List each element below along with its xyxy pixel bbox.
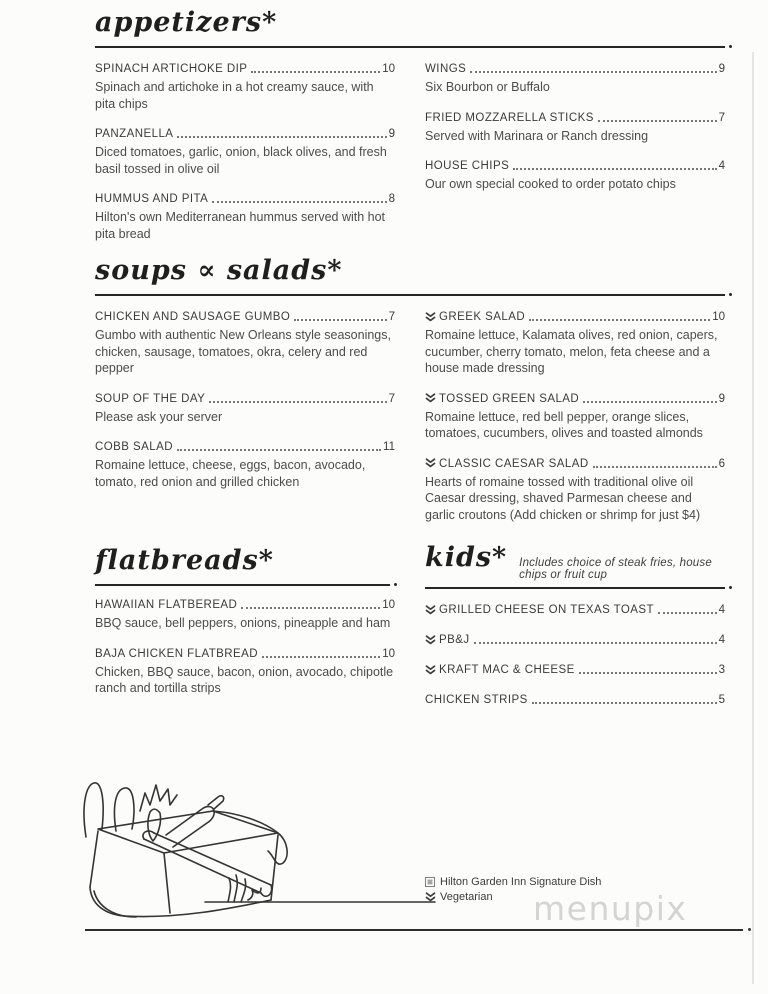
- vegetarian-icon: [425, 393, 436, 404]
- item-name: BAJA CHICKEN FLATBREAD: [95, 647, 259, 660]
- menu-item-row: [425, 159, 725, 173]
- item-price: 9: [718, 392, 725, 405]
- bottom-rule: [85, 929, 743, 931]
- section-soups-salads: [95, 254, 725, 538]
- item-description: Our own special cooked to order potato chips: [425, 177, 676, 191]
- section-kids: [425, 541, 725, 723]
- item-name: HOUSE CHIPS: [425, 160, 510, 172]
- dot-leader: [294, 319, 386, 321]
- item-name: COBB SALAD: [95, 441, 173, 453]
- item-price: 9: [718, 63, 725, 75]
- item-price: 5: [718, 694, 725, 706]
- menu-item-row: [425, 663, 725, 677]
- menu-item-row: [95, 392, 395, 406]
- signature-dish-label: Hilton Garden Inn Signature Dish: [440, 876, 602, 888]
- item-name: SOUP OF THE DAY: [95, 392, 206, 405]
- menu-item-row: [95, 192, 395, 206]
- item-price: 10: [382, 63, 395, 75]
- item-price: 10: [382, 647, 395, 660]
- menu-item: [425, 693, 725, 707]
- dot-leader: [474, 642, 717, 644]
- appetizers-left-column: [95, 62, 395, 257]
- salads-right-column: [425, 310, 725, 538]
- menu-item: [425, 457, 725, 524]
- item-description: Gumbo with authentic New Orleans style seasonings, chicken, sausage, tomatoes, okra, celery and red pepper: [95, 328, 391, 375]
- menu-item-row: [425, 603, 725, 617]
- item-price: 10: [382, 599, 395, 611]
- dot-leader: [177, 136, 386, 138]
- section-rule: [425, 587, 725, 589]
- item-description: Diced tomatoes, garlic, onion, black olives, and fresh basil tossed in olive oil: [95, 145, 387, 176]
- dot-leader: [513, 168, 716, 170]
- menu-item-row: [95, 440, 395, 454]
- vegetarian-icon: [425, 605, 436, 616]
- menu-item-row: [425, 392, 725, 406]
- item-description: Chicken, BBQ sauce, bacon, onion, avocado, chipotle ranch and tortilla strips: [95, 664, 394, 695]
- item-price: 4: [718, 634, 725, 646]
- item-name: SPINACH ARTICHOKE DIP: [95, 63, 248, 75]
- item-price: 9: [388, 128, 395, 140]
- item-name: WINGS: [425, 63, 467, 75]
- item-description: Romaine lettuce, Kalamata olives, red onion, capers, cucumber, cherry tomato, melon, feta cheese and a house made dressing: [425, 328, 718, 375]
- dot-leader: [470, 71, 716, 73]
- menu-item: [425, 310, 725, 377]
- dot-leader: [583, 401, 716, 403]
- item-name: PB&J: [439, 634, 470, 646]
- item-price: 4: [718, 604, 725, 616]
- dot-leader: [532, 702, 717, 704]
- item-price: 3: [718, 664, 725, 676]
- menu-item-row: [425, 310, 725, 324]
- dot-leader: [579, 672, 717, 674]
- item-description: Spinach and artichoke in a hot creamy sauce, with pita chips: [95, 80, 374, 111]
- section-flatbreads: [95, 544, 395, 712]
- item-name: CHICKEN AND SAUSAGE GUMBO: [95, 311, 291, 323]
- menu-item-row: [425, 62, 725, 76]
- signature-dish-icon: [425, 877, 435, 887]
- menu-item: [425, 392, 725, 442]
- vegetarian-icon: [425, 312, 436, 323]
- item-description: Hilton's own Mediterranean hummus served with hot pita bread: [95, 210, 386, 241]
- menu-item-row: [95, 62, 395, 76]
- item-price: 11: [383, 441, 395, 453]
- vegetarian-icon: [425, 458, 436, 469]
- menu-item-row: [425, 457, 725, 471]
- menu-item-row: [95, 647, 395, 661]
- menu-item: [425, 159, 725, 193]
- item-name: FRIED MOZZARELLA STICKS: [425, 111, 594, 124]
- menu-item-row: [95, 310, 395, 324]
- section-appetizers: [95, 6, 725, 257]
- section-title-appetizers: appetizers*: [95, 7, 278, 38]
- item-price: 6: [718, 457, 725, 470]
- menu-item: [425, 62, 725, 96]
- menu-item: [425, 633, 725, 647]
- flatbreads-column: [95, 598, 395, 712]
- item-name: TOSSED GREEN SALAD: [439, 392, 580, 405]
- item-description: Six Bourbon or Buffalo: [425, 80, 550, 94]
- item-name: PANZANELLA: [95, 128, 174, 140]
- menu-item-row: [425, 111, 725, 125]
- menu-item: [95, 62, 395, 112]
- soups-left-column: [95, 310, 395, 538]
- dot-leader: [658, 612, 717, 614]
- vegetarian-icon: [425, 892, 436, 903]
- section-rule: [95, 584, 390, 586]
- kids-note: Includes choice of steak fries, house chips or fruit cup: [519, 557, 712, 581]
- section-title-kids: kids*: [425, 542, 508, 573]
- menu-item: [95, 598, 395, 632]
- item-description: Served with Marinara or Ranch dressing: [425, 128, 649, 143]
- item-name: KRAFT MAC & CHEESE: [439, 664, 575, 676]
- menu-item-row: [95, 127, 395, 141]
- dot-leader: [177, 449, 381, 451]
- item-description: Please ask your server: [95, 409, 223, 424]
- item-name: CHICKEN STRIPS: [425, 694, 528, 706]
- section-title-flatbreads: flatbreads*: [95, 545, 274, 576]
- picnic-basket-illustration: [78, 757, 438, 947]
- menu-item: [95, 127, 395, 177]
- item-name: GREEK SALAD: [439, 311, 526, 323]
- dot-leader: [262, 656, 380, 658]
- menu-item: [95, 192, 395, 242]
- item-price: 7: [388, 311, 395, 323]
- item-price: 7: [718, 111, 725, 124]
- vegetarian-label: Vegetarian: [440, 891, 493, 903]
- item-price: 10: [712, 311, 725, 323]
- menu-item: [95, 392, 395, 426]
- item-name: HAWAIIAN FLATBEREAD: [95, 599, 238, 611]
- menu-item: [425, 663, 725, 677]
- item-name: GRILLED CHEESE ON TEXAS TOAST: [439, 604, 655, 616]
- item-price: 8: [388, 193, 395, 205]
- dot-leader: [209, 401, 386, 403]
- scan-edge-line: [752, 52, 754, 984]
- menu-item-row: [425, 633, 725, 647]
- dot-leader: [529, 319, 710, 321]
- item-description: BBQ sauce, bell peppers, onions, pineapple and ham: [95, 616, 391, 630]
- item-description: Hearts of romaine tossed with traditional olive oil Caesar dressing, shaved Parmesan cheese and garlic croutons (Add chicken or shrimp for just $4): [425, 474, 701, 522]
- menu-item: [95, 440, 395, 490]
- menu-item-row: [425, 693, 725, 707]
- vegetarian-icon: [425, 635, 436, 646]
- item-name: HUMMUS AND PITA: [95, 193, 209, 205]
- section-title-soups-salads: soups ∝ salads*: [95, 255, 343, 286]
- menu-item: [95, 310, 395, 377]
- item-name: CLASSIC CAESAR SALAD: [439, 457, 589, 470]
- item-price: 4: [718, 160, 725, 172]
- menu-item-row: [95, 598, 395, 612]
- legend-signature-row: [425, 876, 601, 888]
- section-rule: [95, 46, 725, 48]
- dot-leader: [593, 466, 717, 468]
- dot-leader: [598, 120, 717, 122]
- basket-line-art: [78, 757, 438, 942]
- menupix-watermark: menupix: [533, 889, 688, 928]
- menu-item: [425, 603, 725, 617]
- menu-item: [95, 647, 395, 697]
- item-price: 7: [388, 392, 395, 405]
- dot-leader: [251, 71, 380, 73]
- item-description: Romaine lettuce, cheese, eggs, bacon, avocado, tomato, red onion and grilled chicken: [95, 458, 366, 489]
- dot-leader: [212, 201, 386, 203]
- dot-leader: [241, 607, 380, 609]
- menu-item: [425, 111, 725, 145]
- appetizers-right-column: [425, 62, 725, 257]
- section-rule: [95, 294, 725, 296]
- vegetarian-icon: [425, 665, 436, 676]
- item-description: Romaine lettuce, red bell pepper, orange slices, tomatoes, cucumbers, olives and toasted almonds: [425, 409, 703, 440]
